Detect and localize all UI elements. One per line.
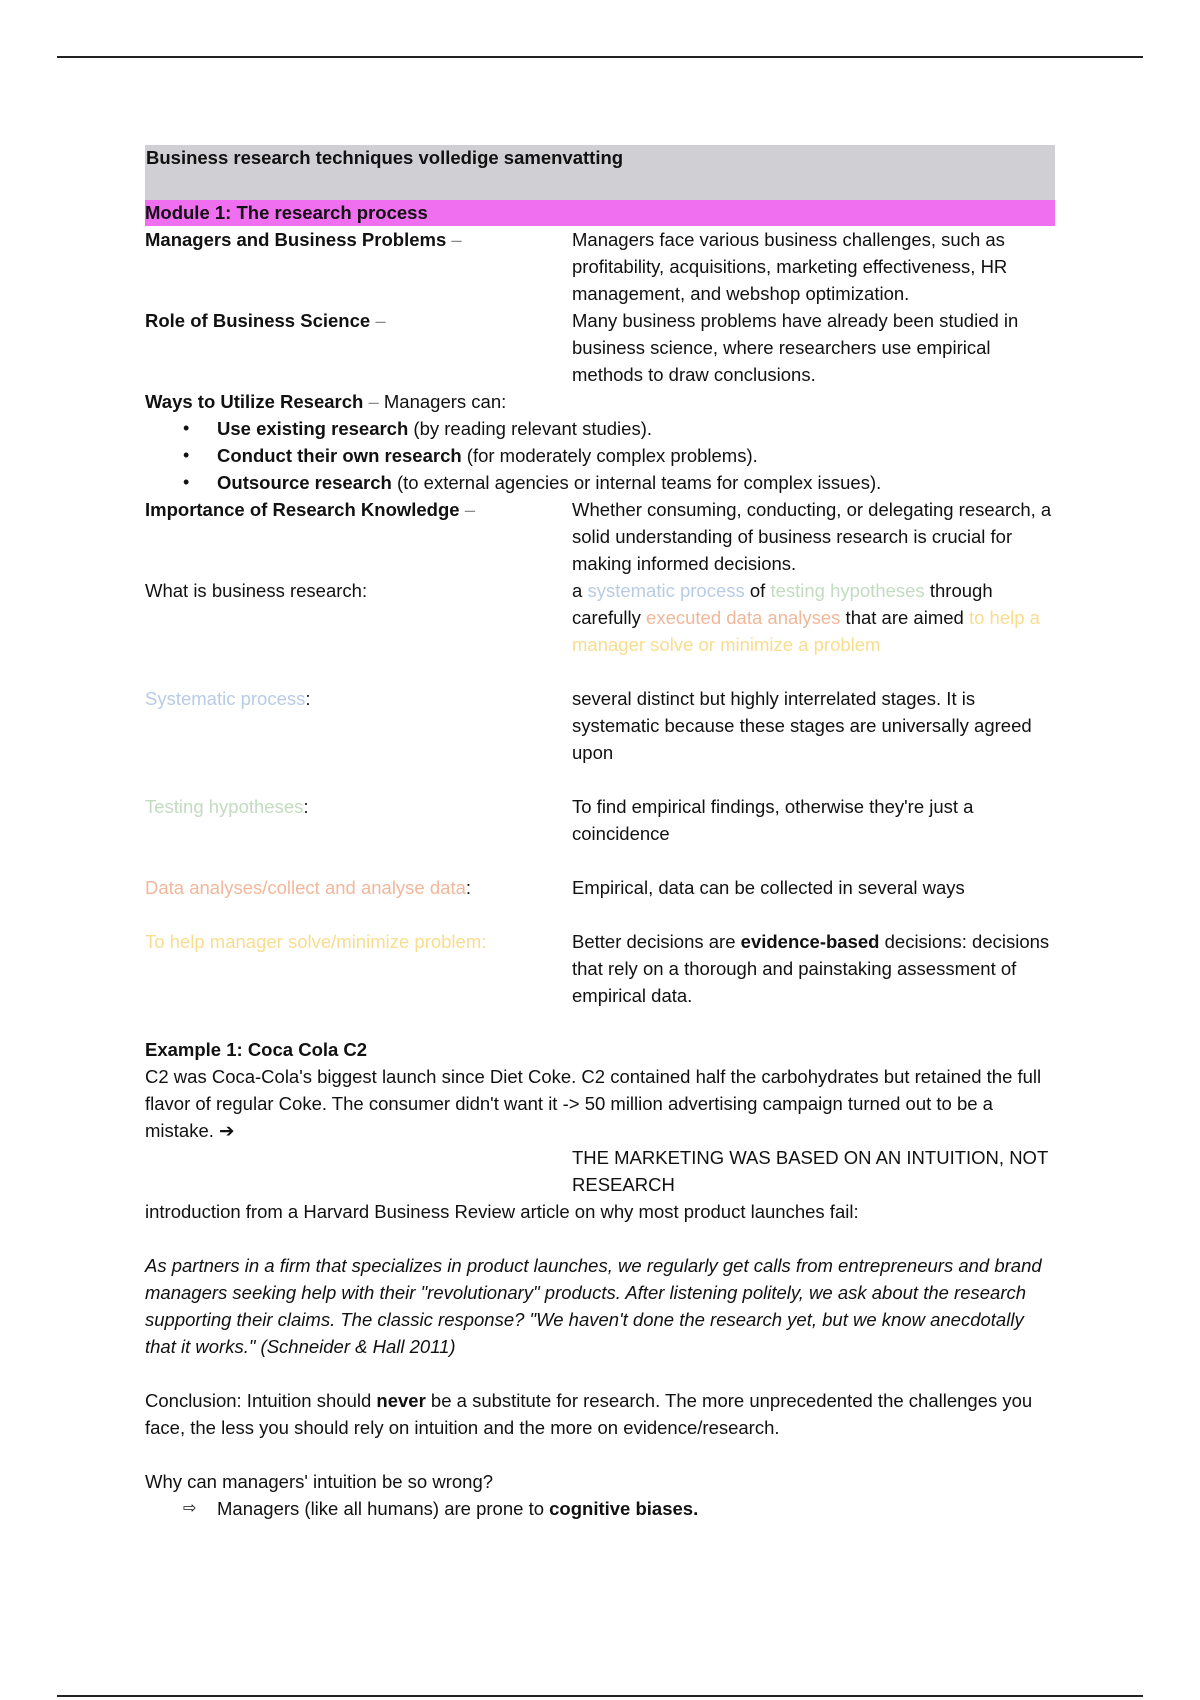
- list-item: • Conduct their own research (for moderately complex problems).: [145, 442, 1055, 469]
- list-item: • Use existing research (by reading relevant studies).: [145, 415, 1055, 442]
- term-description: Better decisions are evidence-based decisions: decisions that rely on a thorough and painstaking assessment of empirical data.: [572, 931, 1050, 1006]
- ways-list: [145, 415, 1055, 496]
- term: To help manager solve/minimize problem:: [145, 931, 487, 952]
- term-description: To find empirical findings, otherwise they're just a coincidence: [572, 796, 974, 844]
- list-item: • Outsource research (to external agencies or internal teams for complex issues).: [145, 469, 1055, 496]
- module-heading: Module 1: The research process: [145, 200, 1055, 226]
- term: Managers and Business Problems: [145, 229, 447, 250]
- example-intro: introduction from a Harvard Business Review article on why most product launches fail:: [145, 1201, 859, 1222]
- term: Importance of Research Knowledge: [145, 499, 460, 520]
- term-description: Whether consuming, conducting, or delegating research, a solid understanding of business research is crucial for making informed decisions.: [572, 499, 1052, 574]
- term: Role of Business Science: [145, 310, 371, 331]
- footer-rule: [57, 1695, 1143, 1697]
- arrow-icon: ⇨: [183, 1500, 197, 1517]
- definition-row: Testing hypotheses: To find empirical findings, otherwise they're just a coincidence: [145, 793, 1055, 847]
- term: Systematic process: [145, 688, 306, 709]
- term: Testing hypotheses: [145, 796, 304, 817]
- document-title: Business research techniques volledige samenvatting: [145, 145, 1055, 200]
- definition-row: [145, 307, 1055, 388]
- document-body: [145, 145, 1055, 1522]
- arrow-icon: ➔: [219, 1120, 235, 1141]
- business-research-definition: a systematic process of testing hypotheses through carefully executed data analyses that are aimed to help a manager solve or minimize a problem: [572, 580, 1040, 655]
- why-question: Why can managers' intuition be so wrong?: [145, 1471, 494, 1492]
- term-description: Managers face various business challenges, such as profitability, acquisitions, marketing effectiveness, HR management, and webshop optimization.: [572, 229, 1008, 304]
- dash: –: [451, 229, 462, 250]
- definition-row: [145, 928, 1055, 1009]
- term-description: Empirical, data can be collected in several ways: [572, 877, 965, 898]
- term-description: Many business problems have already been studied in business science, where researchers use empirical methods to draw conclusions.: [572, 310, 1019, 385]
- definition-row: Systematic process: several distinct but highly interrelated stages. It is systematic because these stages are universally agreed upon: [145, 685, 1055, 766]
- definition-row: [145, 226, 1055, 307]
- term: Data analyses/collect and analyse data: [145, 877, 466, 898]
- example-callout-row: [145, 1144, 1055, 1198]
- ways-heading: Ways to Utilize Research – Managers can:: [145, 391, 507, 412]
- example-callout: THE MARKETING WAS BASED ON AN INTUITION, NOT RESEARCH: [572, 1147, 1048, 1195]
- term: What is business research:: [145, 580, 368, 601]
- example-heading: Example 1: Coca Cola C2: [145, 1039, 368, 1060]
- quote: As partners in a firm that specializes in product launches, we regularly get calls from entrepreneurs and brand managers seeking help with their "revolutionary" products. After listening politely, we ask about the research supporting their claims. The classic response? "We haven't done the research yet, but we know anecdotally that it works." (Schneider & Hall 2011): [145, 1255, 1042, 1357]
- term-description: several distinct but highly interrelated stages. It is systematic because these stages are universally agreed upon: [572, 688, 1032, 763]
- list-item: ⇨ Managers (like all humans) are prone to cognitive biases.: [145, 1495, 1055, 1522]
- definition-row: [145, 496, 1055, 577]
- dash: –: [375, 310, 386, 331]
- citation: (Schneider & Hall 2011): [255, 1336, 456, 1357]
- conclusion: Conclusion: Intuition should never be a substitute for research. The more unprecedented the challenges you face, the less you should rely on intuition and the more on evidence/research.: [145, 1390, 1033, 1438]
- dash: –: [464, 499, 476, 520]
- header-rule: [57, 56, 1143, 58]
- definition-row: [145, 577, 1055, 658]
- definition-row: Data analyses/collect and analyse data: Empirical, data can be collected in several ways: [145, 874, 1055, 901]
- example-text: C2 was Coca-Cola's biggest launch since Diet Coke. C2 contained half the carbohydrates but retained the full flavor of regular Coke. The consumer didn't want it -> 50 million advertising campaign turned out to be a mistake. ➔: [145, 1066, 1042, 1141]
